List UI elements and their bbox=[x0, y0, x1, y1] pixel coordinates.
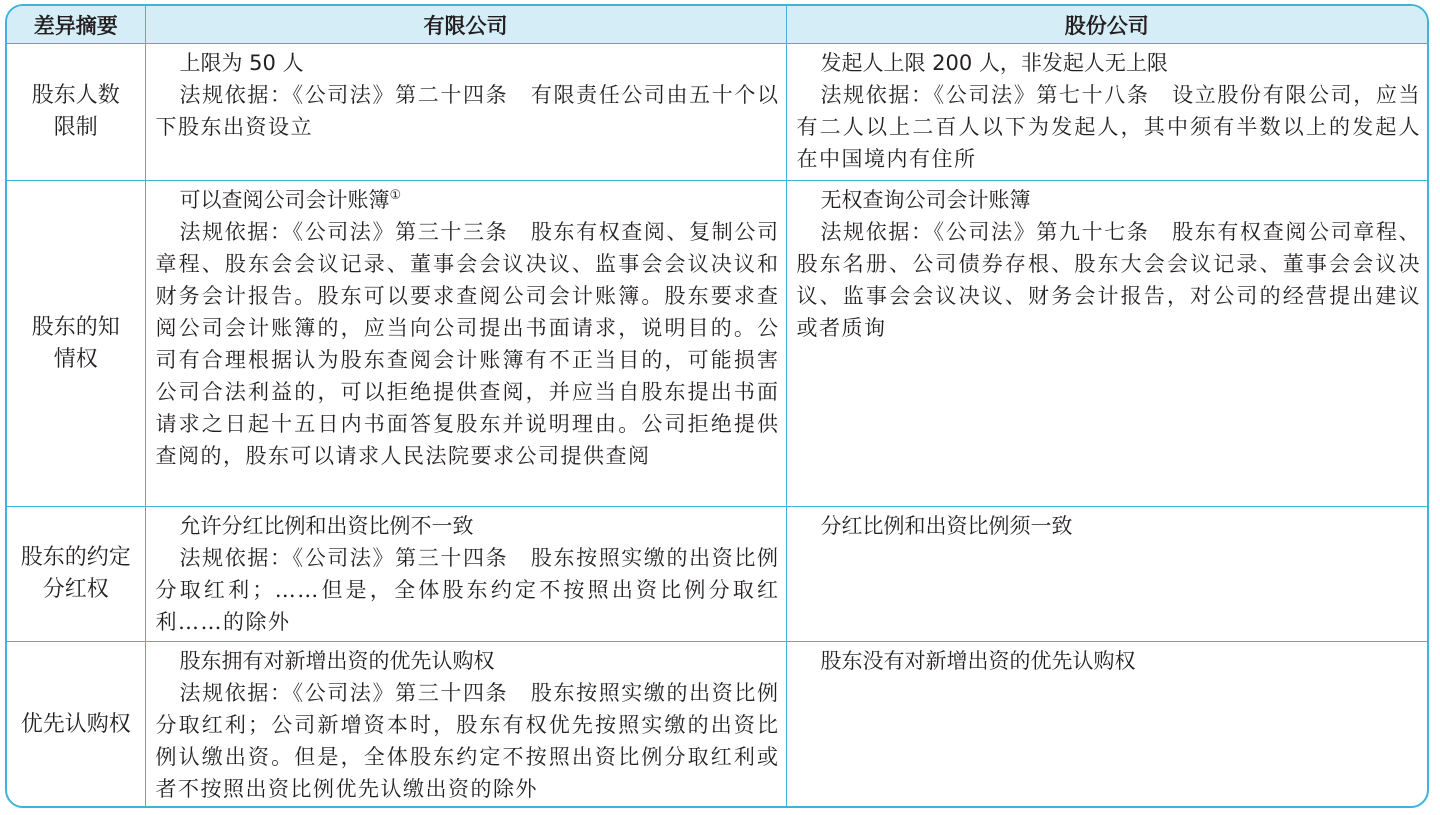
footnote-mark: ① bbox=[389, 188, 402, 203]
limited-summary: 允许分红比例和出资比例不一致 bbox=[179, 514, 474, 538]
table-row bbox=[7, 507, 1427, 642]
limited-legal-basis: 法规依据：《公司法》第三十四条 股东按照实缴的出资比例分取红利；……但是，全体股东约定不按照出资比例分取红利……的除外 bbox=[155, 546, 780, 634]
joint-summary: 分红比例和出资比例须一致 bbox=[820, 514, 1073, 538]
joint-legal-basis: 法规依据：《公司法》第九十七条 股东有权查阅公司章程、股东名册、公司债券存根、股东大会会议记录、董事会会议决议、监事会会议决议、财务会计报告，对公司的经营提出建议或者质询 bbox=[796, 220, 1421, 340]
joint-cell bbox=[786, 507, 1427, 642]
table-row bbox=[7, 181, 1427, 507]
comparison-table bbox=[5, 4, 1429, 808]
table-row bbox=[7, 44, 1427, 181]
comparison-grid bbox=[7, 6, 1427, 808]
limited-legal-basis: 法规依据：《公司法》第三十三条 股东有权查阅、复制公司章程、股东会会议记录、董事会会议决议、监事会会议决议和财务会计报告。股东可以要求查阅公司会计账簿。股东要求查阅公司会计账簿的，应当向公司提出书面请求，说明目的。公司有合理根据认为股东查阅会计账簿有不正当目的，可能损害公司合法利益的，可以拒绝提供查阅，并应当自股东提出书面请求之日起十五日内书面答复股东并说明理由。公司拒绝提供查阅的，股东可以请求人民法院要求公司提供查阅 bbox=[155, 220, 780, 468]
limited-legal-basis: 法规依据：《公司法》第二十四条 有限责任公司由五十个以下股东出资设立 bbox=[155, 83, 780, 139]
row-label: 股东人数限制 bbox=[7, 44, 145, 181]
limited-summary: 上限为 50 人 bbox=[179, 51, 304, 75]
limited-summary: 股东拥有对新增出资的优先认购权 bbox=[179, 649, 495, 673]
header-difference-summary: 差异摘要 bbox=[7, 6, 145, 44]
limited-summary bbox=[156, 184, 780, 216]
row-label: 优先认购权 bbox=[7, 642, 145, 809]
joint-summary: 发起人上限 200 人，非发起人无上限 bbox=[820, 51, 1168, 75]
joint-cell bbox=[786, 181, 1427, 507]
limited-legal-basis: 法规依据：《公司法》第三十四条 股东按照实缴的出资比例分取红利；公司新增资本时，股东有权优先按照实缴的出资比例认缴出资。但是，全体股东约定不按照出资比例分取红利或者不按照出资比例优先认缴出资的除外 bbox=[155, 681, 780, 801]
joint-cell bbox=[786, 642, 1427, 809]
joint-cell bbox=[786, 44, 1427, 181]
limited-cell bbox=[145, 181, 786, 507]
row-label: 股东的约定分红权 bbox=[7, 507, 145, 642]
limited-summary-text: 可以查阅公司会计账簿 bbox=[179, 188, 390, 212]
joint-legal-basis: 法规依据：《公司法》第七十八条 设立股份有限公司，应当有二人以上二百人以下为发起人，其中须有半数以上的发起人在中国境内有住所 bbox=[796, 83, 1421, 171]
header-joint-stock-company: 股份公司 bbox=[786, 6, 1427, 44]
row-label: 股东的知情权 bbox=[7, 181, 145, 507]
joint-summary: 股东没有对新增出资的优先认购权 bbox=[820, 649, 1136, 673]
table-header-row bbox=[7, 6, 1427, 44]
limited-cell bbox=[145, 44, 786, 181]
table-row bbox=[7, 642, 1427, 809]
limited-cell bbox=[145, 642, 786, 809]
limited-cell bbox=[145, 507, 786, 642]
joint-summary: 无权查询公司会计账簿 bbox=[820, 188, 1031, 212]
header-limited-company: 有限公司 bbox=[145, 6, 786, 44]
